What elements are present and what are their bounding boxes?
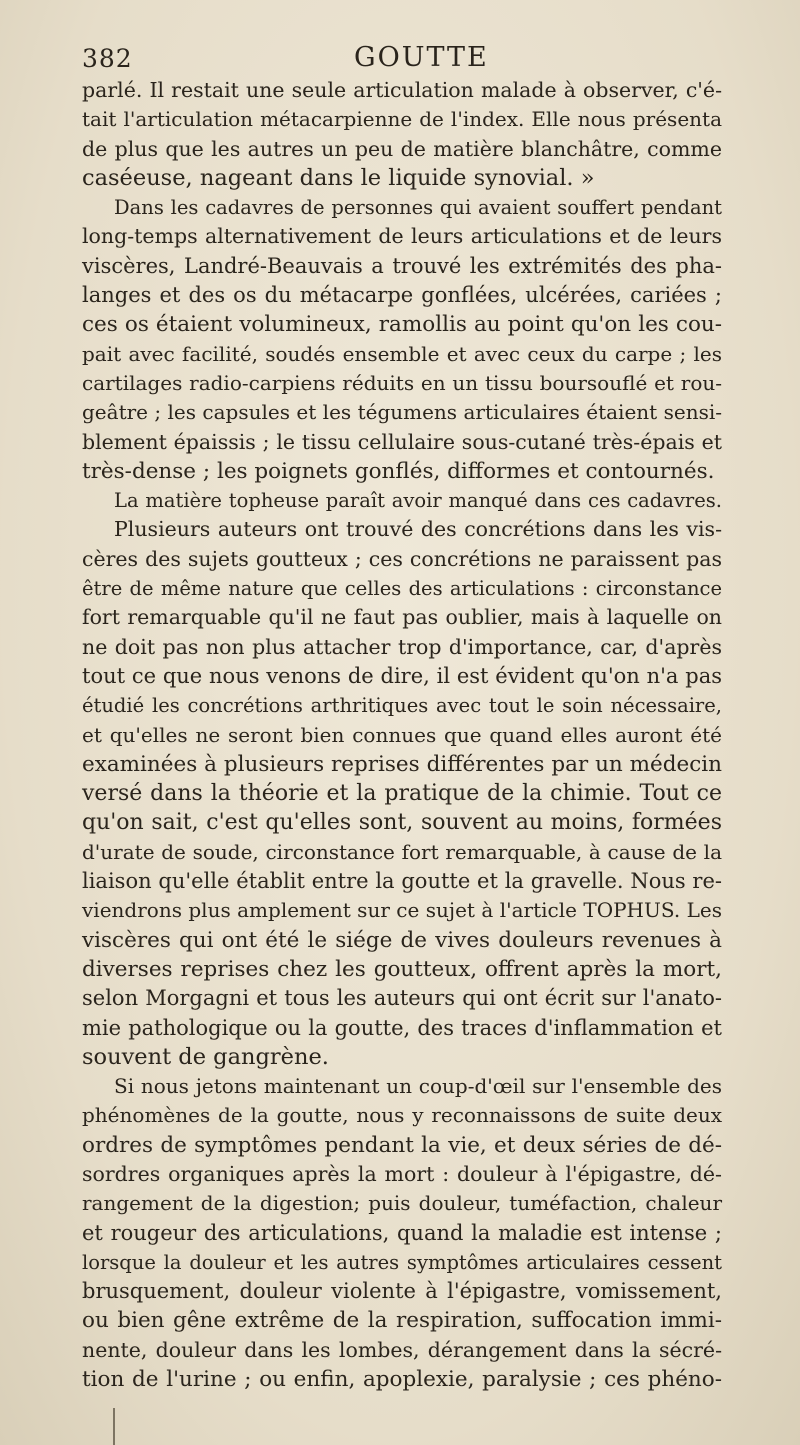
text-line: selon Morgagni et tous les auteurs qui ont écrit sur l'anato- — [82, 986, 722, 1011]
text-line: brusquement, douleur violente à l'épigastre, vomissement, — [82, 1279, 722, 1304]
text-line: parlé. Il restait une seule articulation malade à observer, c'é- — [82, 78, 722, 102]
text-line: diverses reprises chez les goutteux, offrent après la mort, — [82, 956, 722, 982]
text-line: sordres organiques après la mort : douleur à l'épigastre, dé- — [82, 1161, 722, 1186]
body-text — [82, 76, 722, 1394]
text-line: mie pathologique ou la goutte, des traces d'inflammation et — [82, 1015, 722, 1040]
text-line: viscères, Landré-Beauvais a trouvé les extrémités des pha- — [82, 253, 722, 278]
text-line: viscères qui ont été le siége de vives douleurs revenues à — [82, 927, 722, 953]
text-line: de plus que les autres un peu de matière blanchâtre, comme — [82, 136, 722, 161]
text-line: fort remarquable qu'il ne faut pas oublier, mais à laquelle on — [82, 605, 722, 630]
text-line: liaison qu'elle établit entre la goutte et la gravelle. Nous re- — [82, 869, 722, 894]
text-line: La matière topheuse paraît avoir manqué dans ces cadavres. — [114, 489, 722, 513]
text-line: Plusieurs auteurs ont trouvé des concrétions dans les vis- — [114, 517, 722, 542]
text-line: souvent de gangrène. — [82, 1043, 329, 1070]
text-line: lorsque la douleur et les autres symptômes articulaires cessent — [82, 1250, 722, 1274]
text-line: rangement de la digestion; puis douleur, tuméfaction, chaleur — [82, 1191, 722, 1216]
text-line: et qu'elles ne seront bien connues que quand elles auront été — [82, 722, 722, 747]
running-head: GOUTTE — [354, 42, 489, 73]
page-header — [82, 34, 722, 74]
text-line: ne doit pas non plus attacher trop d'importance, car, d'après — [82, 634, 722, 659]
text-line: versé dans la théorie et la pratique de la chimie. Tout ce — [82, 781, 722, 807]
text-line: Si nous jetons maintenant un coup-d'œil sur l'ensemble des — [114, 1074, 722, 1099]
text-line: pait avec facilité, soudés ensemble et avec ceux du carpe ; les — [82, 341, 722, 366]
text-line: caséeuse, nageant dans le liquide synovial. » — [82, 164, 595, 191]
text-line: Dans les cadavres de personnes qui avaient souffert pendant — [114, 196, 722, 220]
text-line: blement épaissis ; le tissu cellulaire sous-cutané très-épais et — [82, 429, 722, 454]
text-line: d'urate de soude, circonstance fort remarquable, à cause de la — [82, 839, 722, 864]
text-line: ces os étaient volumineux, ramollis au point qu'on les cou- — [82, 312, 722, 338]
text-line: geâtre ; les capsules et les tégumens articulaires étaient sensi- — [82, 400, 722, 425]
text-line: langes et des os du métacarpe gonflées, ulcérées, cariées ; — [82, 283, 722, 308]
text-line: ordres de symptômes pendant la vie, et deux séries de dé- — [82, 1132, 722, 1158]
margin-mark — [113, 1408, 115, 1445]
text-line: très-dense ; les poignets gonflés, difformes et contournés. — [82, 458, 715, 484]
text-line: être de même nature que celles des articulations : circonstance — [82, 577, 722, 601]
text-line: long-temps alternativement de leurs articulations et de leurs — [82, 224, 722, 249]
text-line: ou bien gêne extrême de la respiration, suffocation immi- — [82, 1308, 722, 1334]
text-line: tout ce que nous venons de dire, il est évident qu'on n'a pas — [82, 663, 722, 688]
text-line: qu'on sait, c'est qu'elles sont, souvent au moins, formées — [82, 810, 722, 836]
text-line: phénomènes de la goutte, nous y reconnaissons de suite deux — [82, 1103, 722, 1128]
text-line: tait l'articulation métacarpienne de l'index. Elle nous présenta — [82, 107, 722, 132]
page-number: 382 — [82, 44, 133, 73]
text-line: et rougeur des articulations, quand la maladie est intense ; — [82, 1220, 722, 1245]
text-line: examinées à plusieurs reprises différentes par un médecin — [82, 751, 722, 777]
text-line: cères des sujets goutteux ; ces concrétions ne paraissent pas — [82, 546, 722, 571]
text-line: viendrons plus amplement sur ce sujet à l'article TOPHUS. Les — [82, 898, 722, 923]
text-line: nente, douleur dans les lombes, dérangement dans la sécré- — [82, 1337, 722, 1362]
text-line: tion de l'urine ; ou enfin, apoplexie, paralysie ; ces phéno- — [82, 1367, 722, 1393]
text-line: cartilages radio-carpiens réduits en un tissu boursouflé et rou- — [82, 370, 722, 395]
text-line: étudié les concrétions arthritiques avec tout le soin nécessaire, — [82, 694, 722, 718]
